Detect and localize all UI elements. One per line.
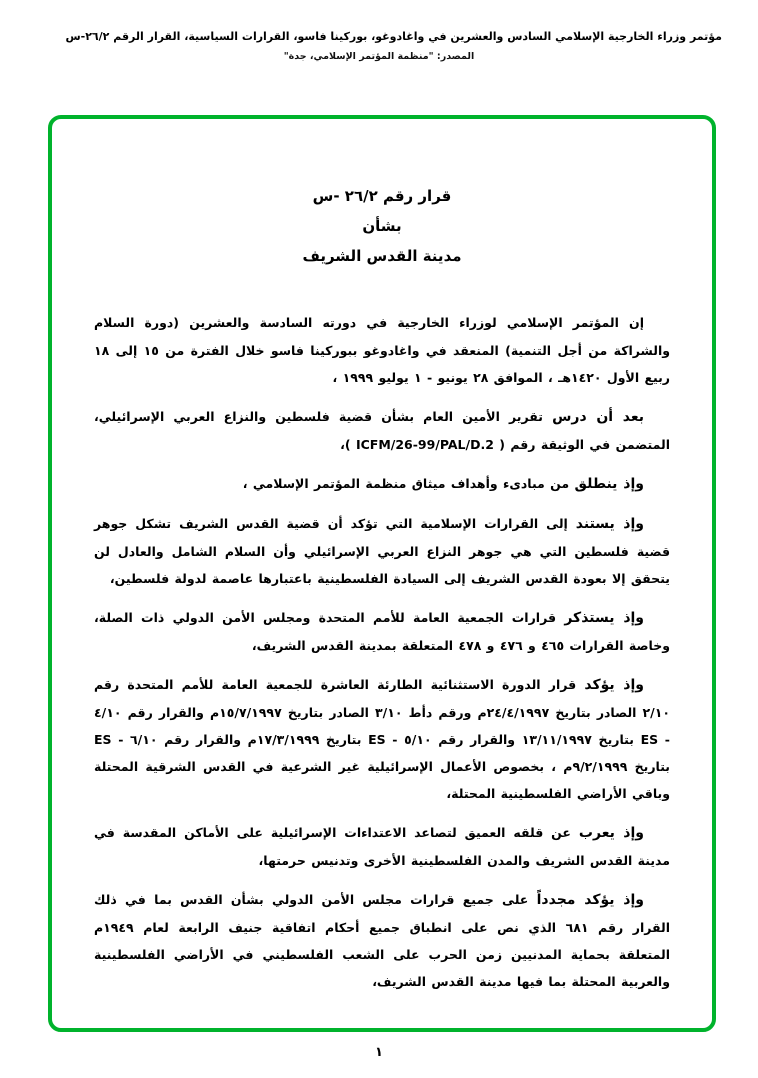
paragraph-affirming [94,671,670,807]
paragraph-lead: بعد أن درس [552,409,644,425]
resolution-title [94,181,670,271]
paragraph-proceeding [94,470,670,498]
document-body [94,309,670,995]
paragraph-lead: وإذ يؤكد مجدداً [536,892,644,908]
paragraph-text: قرار الدورة الاستثنائية الطارئة العاشرة للجمعية العامة للأمم المتحدة رقم ٢/١٠ الصادر بتاريخ ٢٤/٤/١٩٩٧م ورقم دأط ٣/١٠ الصادر بتاريخ ١٥/٧/١٩٩٧م والقرار رقم ٤/١٠ - ES بتاريخ ١٣/١١/١٩٩٧ والقرار رقم ٥/١٠ - ES بتاريخ ١٧/٣/١٩٩٩م والقرار رقم ٦/١٠ - ES بتاريخ ٩/٢/١٩٩٩م ، بخصوص الأعمال الإسرائيلية غير الشرعية في القدس الشرقية المحتلة وباقي الأراضي الفلسطينية المحتلة، [94,677,671,801]
paragraph-lead: وإذ يستند [575,516,644,532]
paragraph-text: إن المؤتمر الإسلامي لوزراء الخارجية في دورته السادسة والعشرين (دورة السلام والشراكة من أجل التنمية) المنعقد في واغادوغو ببوركينا فاسو خلال الفترة من ١٥ إلى ١٨ ربيع الأول ١٤٢٠هـ ، الموافق ٢٨ يونيو - ١ يوليو ١٩٩٩ ، [94,315,670,385]
paragraph-lead: وإذ ينطلق [574,476,644,492]
paragraph-expressing-concern [94,819,670,874]
paragraph-reaffirming [94,886,670,995]
paragraph-based-on [94,510,670,592]
document-frame [48,115,716,1032]
header-citation: مؤتمر وزراء الخارجية الإسلامي السادس والعشرين في واغادوغو، بوركينا فاسو، القرارات السياسية، القرار الرقم ٢٦/٢-س [65,30,722,43]
paragraph-text: قرارات الجمعية العامة للأمم المتحدة ومجلس الأمن الدولي ذات الصلة، وخاصة القرارات ٤٦٥ و ٤٧٦ و ٤٧٨ المتعلقة بمدينة القدس الشريف، [94,610,670,653]
header-source: المصدر: "منظمة المؤتمر الإسلامي، جدة" [283,51,475,62]
paragraph-text: إلى القرارات الإسلامية التي تؤكد أن قضية القدس الشريف تشكل جوهر قضية فلسطين التي هي جوهر النزاع العربي الإسرائيلي وأن السلام الشامل والعادل لن يتحقق إلا بعودة القدس الشريف إلى السيادة الفلسطينية باعتبارها عاصمة لدولة فلسطين، [94,516,670,586]
paragraph-preamble [94,309,670,391]
paragraph-lead: وإذ يستذكر [564,610,644,626]
resolution-number: قرار رقم ٢٦/٢ -س [312,187,452,205]
resolution-subject: مدينة القدس الشريف [302,247,462,265]
resolution-regarding: بشأن [362,217,402,235]
paragraph-lead: وإذ يعرب [578,825,644,841]
paragraph-text: عن قلقه العميق لتصاعد الاعتداءات الإسرائيلية على الأماكن المقدسة في مدينة القدس الشريف والمدن الفلسطينية الأخرى وتدنيس حرمتها، [94,825,670,868]
page-header [36,30,722,62]
paragraph-text: على جميع قرارات مجلس الأمن الدولي بشأن القدس بما في ذلك القرار رقم ٦٨١ الذي نص على انطباق جميع أحكام اتفاقية جنيف الرابعة لعام ١٩٤٩م المتعلقة بحماية المدنيين زمن الحرب على الشعب الفلسطيني في الأراضي الفلسطينية والعربية المحتلة بما فيها مدينة القدس الشريف، [94,892,670,989]
paragraph-after-study [94,403,670,458]
paragraph-lead: وإذ يؤكد [584,677,644,693]
paragraph-recalling [94,604,670,659]
paragraph-text: تقرير الأمين العام بشأن قضية فلسطين والنزاع العربي الإسرائيلي، المتضمن في الوثيقة رقم ( ICFM/26-99/PAL/D.2 )، [94,409,670,452]
page-number: ١ [375,1045,383,1060]
paragraph-text: من مبادىء وأهداف ميثاق منظمة المؤتمر الإسلامي ، [242,476,570,491]
